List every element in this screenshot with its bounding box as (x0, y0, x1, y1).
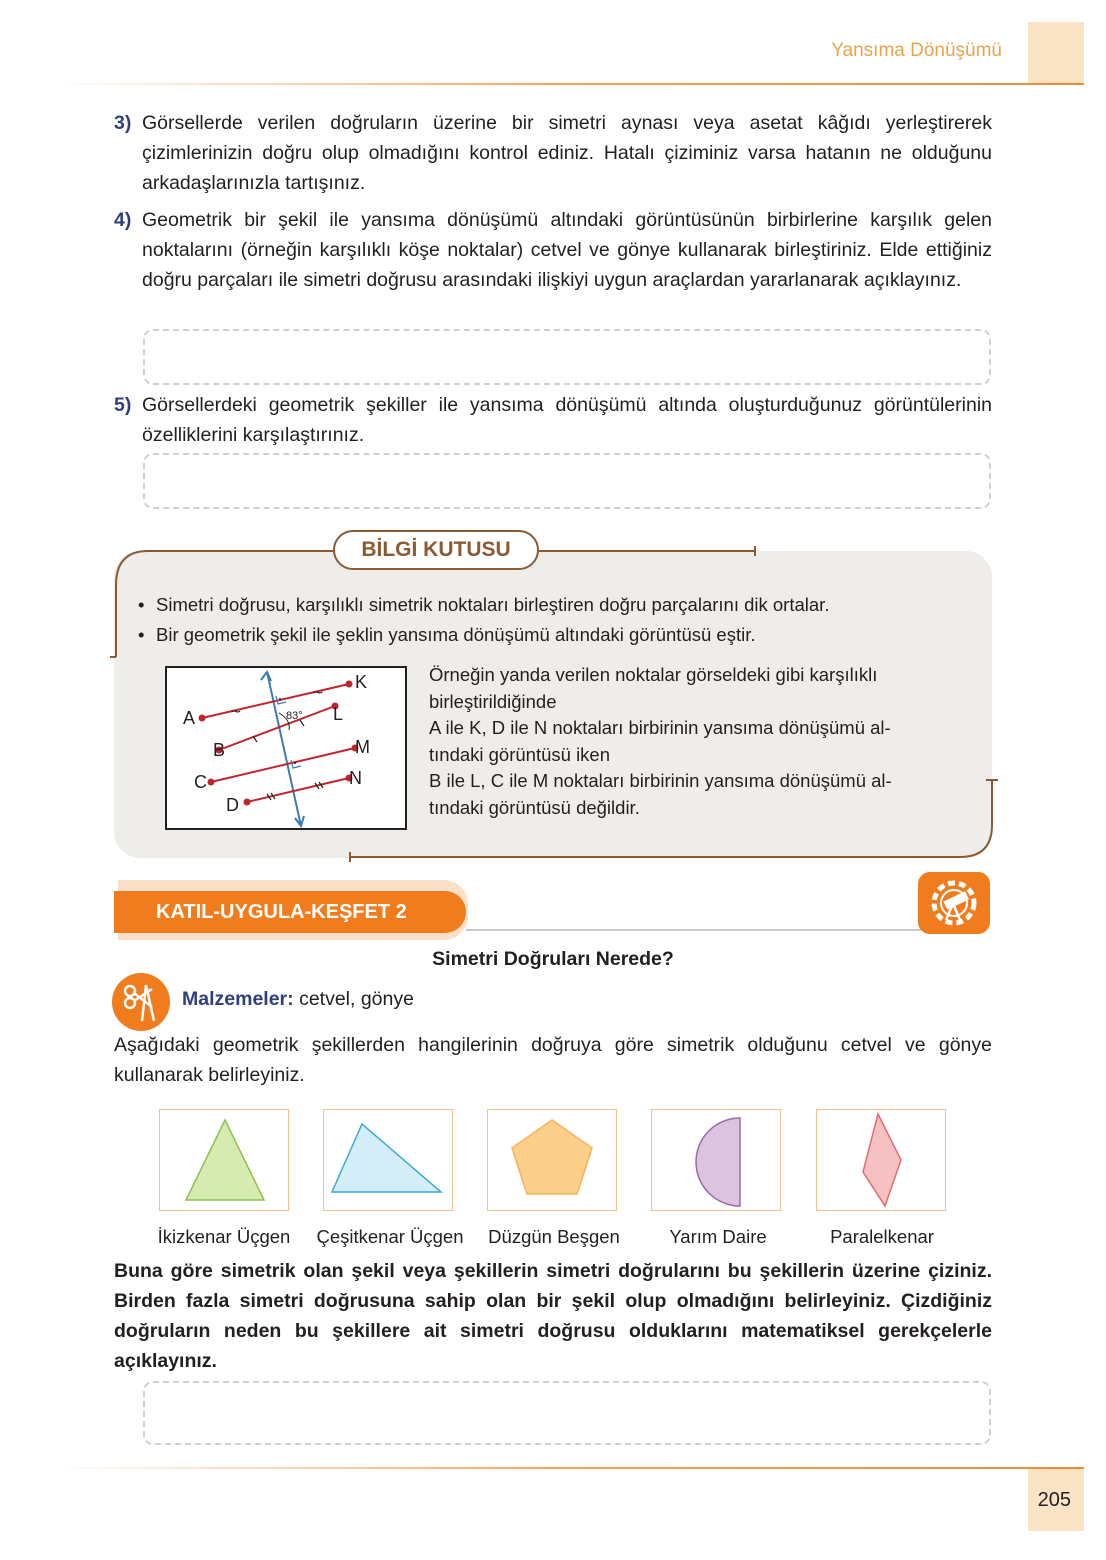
info-bullet: • Simetri doğrusu, karşılıklı simetrik noktaları birleştiren doğru parçalarını dik ortalar. (138, 594, 830, 615)
isosceles-triangle (186, 1120, 264, 1200)
angle-label: 83° (286, 710, 303, 722)
point-label: K (355, 672, 368, 692)
info-bullet: • Bir geometrik şekil ile şeklin yansıma dönüşümü altındaki görüntüsü eştir. (138, 624, 756, 645)
shape-card-parallelogram (816, 1109, 946, 1211)
svg-text:~: ~ (312, 685, 324, 701)
activity-rule (466, 929, 922, 931)
point-label: C (194, 772, 207, 792)
regular-pentagon (512, 1120, 592, 1194)
page-number: 205 (1037, 1489, 1071, 1511)
symmetry-diagram-svg (167, 668, 405, 828)
question-text: Görsellerde verilen doğruların üzerine bir simetri aynası veya asetat kâğıdı yerleştirerek çizimlerinizin doğru olup olmadığını kontrol ediniz. Hatalı çiziminiz varsa hatanın ne olduğunu arkadaşlarınızla tartışınız. (142, 112, 992, 194)
point-label: L (333, 704, 344, 724)
shape-card-scalene-triangle (323, 1109, 453, 1211)
shape-label: Çeşitkenar Üçgen (316, 1226, 464, 1247)
footer-rule (54, 1467, 1084, 1469)
activity-banner: KATIL-UYGULA-KEŞFET 2 (114, 891, 466, 933)
point-label: M (355, 737, 370, 757)
symmetry-diagram (165, 666, 407, 830)
point-label: N (349, 768, 362, 788)
point-label: A (183, 708, 196, 728)
activity-task: Buna göre simetrik olan şekil veya şekillerin simetri doğrularını bu şekillerin üzerine çiziniz. Birden fazla simetri doğrusuna sahip olan bir şekil olup olmadığını belirleyiniz. Çizdiğiniz doğruların neden bu şekillere ait simetri doğrusu olduklarını matematiksel gerekçelerle açıklayınız. (114, 1260, 992, 1372)
tools-icon (112, 973, 170, 1031)
running-header: Yansıma Dönüşümü (831, 40, 1002, 61)
shape-label: İkizkenar Üçgen (157, 1226, 291, 1247)
shape-card-regular-pentagon (487, 1109, 617, 1211)
scalene-triangle (332, 1124, 441, 1192)
question-number: 3) (114, 112, 132, 134)
materials-list: cetvel, gönye (299, 988, 414, 1010)
parallelogram (863, 1114, 901, 1206)
shape-card-semicircle (651, 1109, 781, 1211)
point-label: D (226, 795, 239, 815)
question-5 (114, 390, 992, 450)
question-text: Görsellerdeki geometrik şekiller ile yansıma dönüşümü altında oluşturduğunuz görüntülerinin özelliklerini karşılaştırınız. (142, 394, 992, 446)
header-rule (54, 83, 1084, 85)
question-3 (114, 108, 992, 198)
shape-label: Paralelkenar (830, 1226, 934, 1247)
question-text: Geometrik bir şekil ile yansıma dönüşümü altındaki görüntüsünün birbirlerine karşılık gelen noktalarını (örneğin karşılıklı köşe noktalar) cetvel ve gönye kullanarak birleştiriniz. Elde ettiğiniz doğru parçaları ile simetri doğrusu arasındaki ilişkiyi uygun araçlardan yararlanarak açıklayınız. (142, 209, 992, 291)
shape-card-isosceles-triangle (159, 1109, 289, 1211)
answer-box-5[interactable] (143, 453, 991, 509)
activity-instruction: Aşağıdaki geometrik şekillerden hangilerinin doğruya göre simetrik olduğunu cetvel ve gönye kullanarak belirleyiniz. (114, 1034, 992, 1086)
materials-label: Malzemeler: (182, 988, 294, 1010)
shape-label: Yarım Daire (669, 1226, 767, 1247)
info-example-text: Örneğin yanda verilen noktalar görseldeki gibi karşılıklı birleştirildiğinde A ile K, D ile N noktaları birbirinin yansıma dönüşümü al- tındaki görüntüsü iken B ile L, C ile M noktaları birbirinin yansıma dönüşümü al- tındaki görüntüsü değildir. (429, 664, 892, 818)
shape-label: Düzgün Beşgen (488, 1226, 620, 1247)
telescope-gear-icon (918, 872, 990, 934)
svg-text:~: ~ (230, 704, 242, 720)
semicircle (696, 1118, 740, 1206)
info-box-title: BİLGİ KUTUSU (333, 530, 539, 570)
answer-box-4[interactable] (143, 329, 991, 385)
point-label: B (213, 740, 226, 760)
materials (182, 988, 414, 1011)
answer-box-activity[interactable] (143, 1381, 991, 1445)
activity-subtitle: Simetri Doğruları Nerede? (432, 948, 674, 970)
header-tab (1028, 22, 1084, 84)
question-number: 4) (114, 209, 132, 231)
question-number: 5) (114, 394, 132, 416)
question-4 (114, 205, 992, 295)
